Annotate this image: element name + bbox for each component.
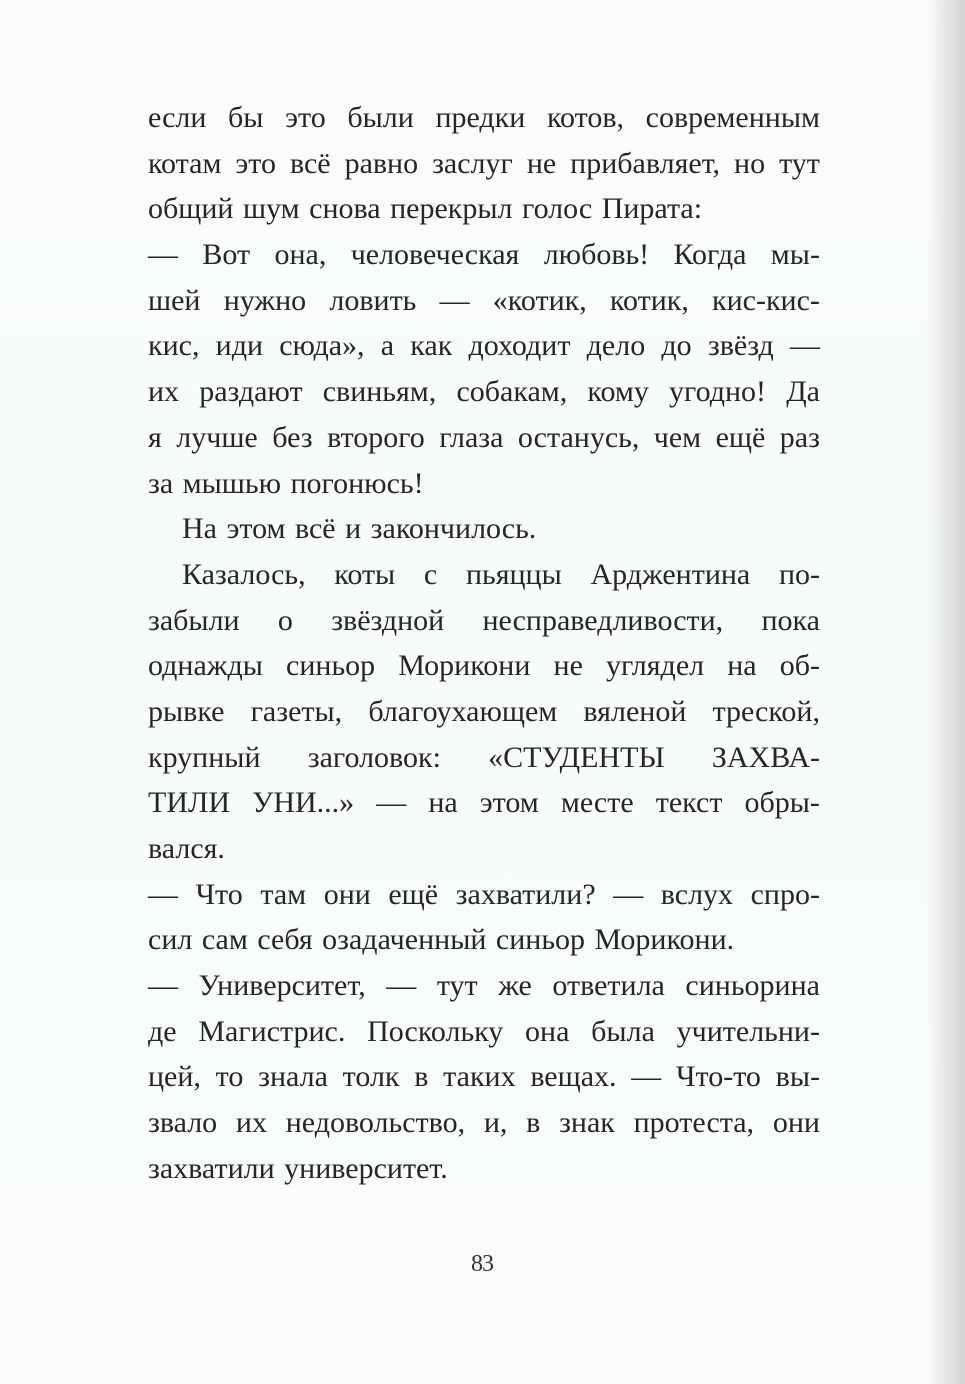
text-line: за мышью погонюсь!	[148, 466, 424, 500]
text-line: На этом всё и закончилось.	[182, 512, 537, 546]
text-line: я лучше без второго глаза останусь, чем ещё раз	[148, 420, 820, 454]
page-number	[0, 1251, 965, 1278]
text-line: крупный заголовок: «СТУДЕНТЫ ЗАХВА-	[148, 740, 820, 774]
text-line: ТИЛИ УНИ...» — на этом месте текст обры-	[148, 786, 820, 820]
text-line: общий шум снова перекрыл голос Пирата:	[148, 192, 703, 226]
text-line: — Университет, — тут же ответила синьорина	[148, 969, 820, 1003]
text-line: — Что там они ещё захватили? — вслух спро-	[148, 877, 820, 911]
text-line: сил сам себя озадаченный синьор Морикони.	[148, 923, 735, 957]
text-line: де Магистрис. Поскольку она была учительни-	[148, 1014, 820, 1048]
text-line: кис, иди сюда», а как доходит дело до звёзд —	[148, 329, 820, 363]
text-line: звало их недовольство, и, в знак протеста, они	[148, 1106, 820, 1140]
text-line: захватили университет.	[148, 1151, 448, 1185]
text-line: вался.	[148, 832, 225, 865]
text-line: котам это всё равно заслуг не прибавляет, но тут	[148, 146, 820, 180]
text-line: забыли о звёздной несправедливости, пока	[148, 603, 820, 637]
text-line: их раздают свиньям, собакам, кому угодно! Да	[148, 375, 820, 409]
page-number-label: 83	[471, 1251, 493, 1277]
text-line: цей, то знала толк в таких вещах. — Что-то вы-	[148, 1060, 820, 1094]
text-line: шей нужно ловить — «котик, котик, кис-кис-	[148, 283, 820, 317]
text-line: рывке газеты, благоухающем вяленой треской,	[148, 694, 820, 728]
page-edge-shadow	[927, 0, 965, 1384]
text-line: если бы это были предки котов, современным	[148, 101, 820, 134]
text-line: Казалось, коты с пьяццы Арджентина по-	[182, 557, 820, 591]
text-line: — Вот она, человеческая любовь! Когда мы-	[148, 238, 820, 272]
text-line: однажды синьор Морикони не углядел на об-	[148, 649, 820, 683]
body-text	[148, 95, 820, 1192]
